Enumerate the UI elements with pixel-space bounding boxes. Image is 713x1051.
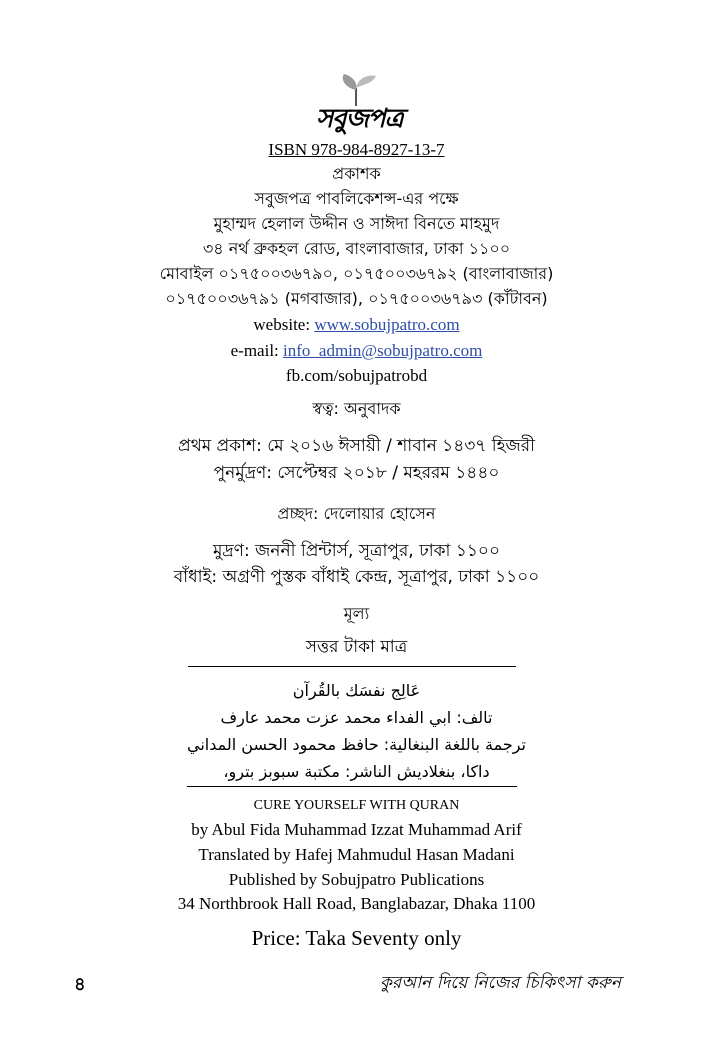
- on-behalf-line: সবুজপত্র পাবলিকেশন্স-এর পক্ষে: [254, 189, 459, 208]
- first-edition-line: প্রথম প্রকাশ: মে ২০১৬ ঈসায়ী / শাবান ১৪৩৭ হিজরী: [178, 436, 535, 456]
- english-translator: Translated by Hafej Mahmudul Hasan Madani: [198, 845, 515, 864]
- publisher-logo: [316, 72, 403, 138]
- email-label: e-mail:: [230, 341, 279, 360]
- divider-top: [188, 666, 516, 667]
- english-title: CURE YOURSELF WITH QURAN: [253, 798, 460, 813]
- binding-line: বাঁধাই: অগ্রণী পুস্তক বাঁধাই কেন্দ্র, সূত্রাপুর, ঢাকা ১১০০: [173, 567, 540, 587]
- arabic-title: عَالِج نفسَك بالقُرآن: [292, 681, 421, 700]
- publisher-label: প্রকাশক: [332, 164, 381, 183]
- divider-bottom: [187, 786, 517, 787]
- isbn: ISBN 978-984-8927-13-7: [268, 140, 445, 159]
- website-line: [90, 314, 623, 336]
- reprint-line: পুনর্মুদ্রণ: সেপ্টেম্বর ২০১৮ / মহররম ১৪৪০: [213, 463, 500, 483]
- arabic-publisher: داكا، بنغلاديش الناشر: مكتبة سبوبز بترو،: [223, 762, 490, 781]
- mobile-line-2: ০১৭৫০০৩৬৭৯১ (মগবাজার), ০১৭৫০০৩৬৭৯৩ (কাঁটাবন): [165, 289, 548, 308]
- email-link[interactable]: info_admin@sobujpatro.com: [283, 341, 483, 360]
- price-label: মূল্য: [343, 604, 370, 623]
- arabic-translator: ترجمة باللغة البنغالية: حافظ محمود الحسن المداني: [187, 735, 526, 754]
- english-address: 34 Northbrook Hall Road, Banglabazar, Dhaka 1100: [177, 894, 536, 913]
- cover-designer-line: প্রচ্ছদ: দেলোয়ার হোসেন: [277, 504, 436, 523]
- mobile-line-1: মোবাইল ০১৭৫০০৩৬৭৯০, ০১৭৫০০৩৬৭৯২ (বাংলাবাজার): [159, 264, 554, 283]
- publisher-address: ৩৪ নর্থ ব্রুকহল রোড, বাংলাবাজার, ঢাকা ১১০০: [202, 239, 511, 258]
- english-publisher: Published by Sobujpatro Publications: [228, 870, 485, 889]
- copyright-line: স্বত্ব: অনুবাদক: [312, 399, 401, 418]
- publisher-names: মুহাম্মদ হেলাল উদ্দীন ও সাঈদা বিনতে মাহমুদ: [213, 214, 500, 233]
- publisher-logo-text: সবুজপত্র: [316, 104, 403, 134]
- english-author: by Abul Fida Muhammad Izzat Muhammad Arif: [191, 820, 522, 839]
- website-link[interactable]: www.sobujpatro.com: [314, 315, 460, 334]
- email-line: [90, 340, 623, 362]
- running-book-title: কুরআন দিয়ে নিজের চিকিৎসা করুন: [379, 973, 621, 993]
- arabic-author: تالف: ابي الفداء محمد عزت محمد عارف: [220, 708, 493, 727]
- website-label: website:: [253, 315, 311, 334]
- printing-line: মুদ্রণ: জননী প্রিন্টার্স, সূত্রাপুর, ঢাকা ১১০০: [212, 541, 501, 561]
- price-bengali: সত্তর টাকা মাত্র: [305, 637, 408, 657]
- page-number: ৪: [74, 974, 86, 995]
- english-price: Price: Taka Seventy only: [251, 926, 462, 950]
- facebook-line: fb.com/sobujpatrobd: [285, 366, 428, 385]
